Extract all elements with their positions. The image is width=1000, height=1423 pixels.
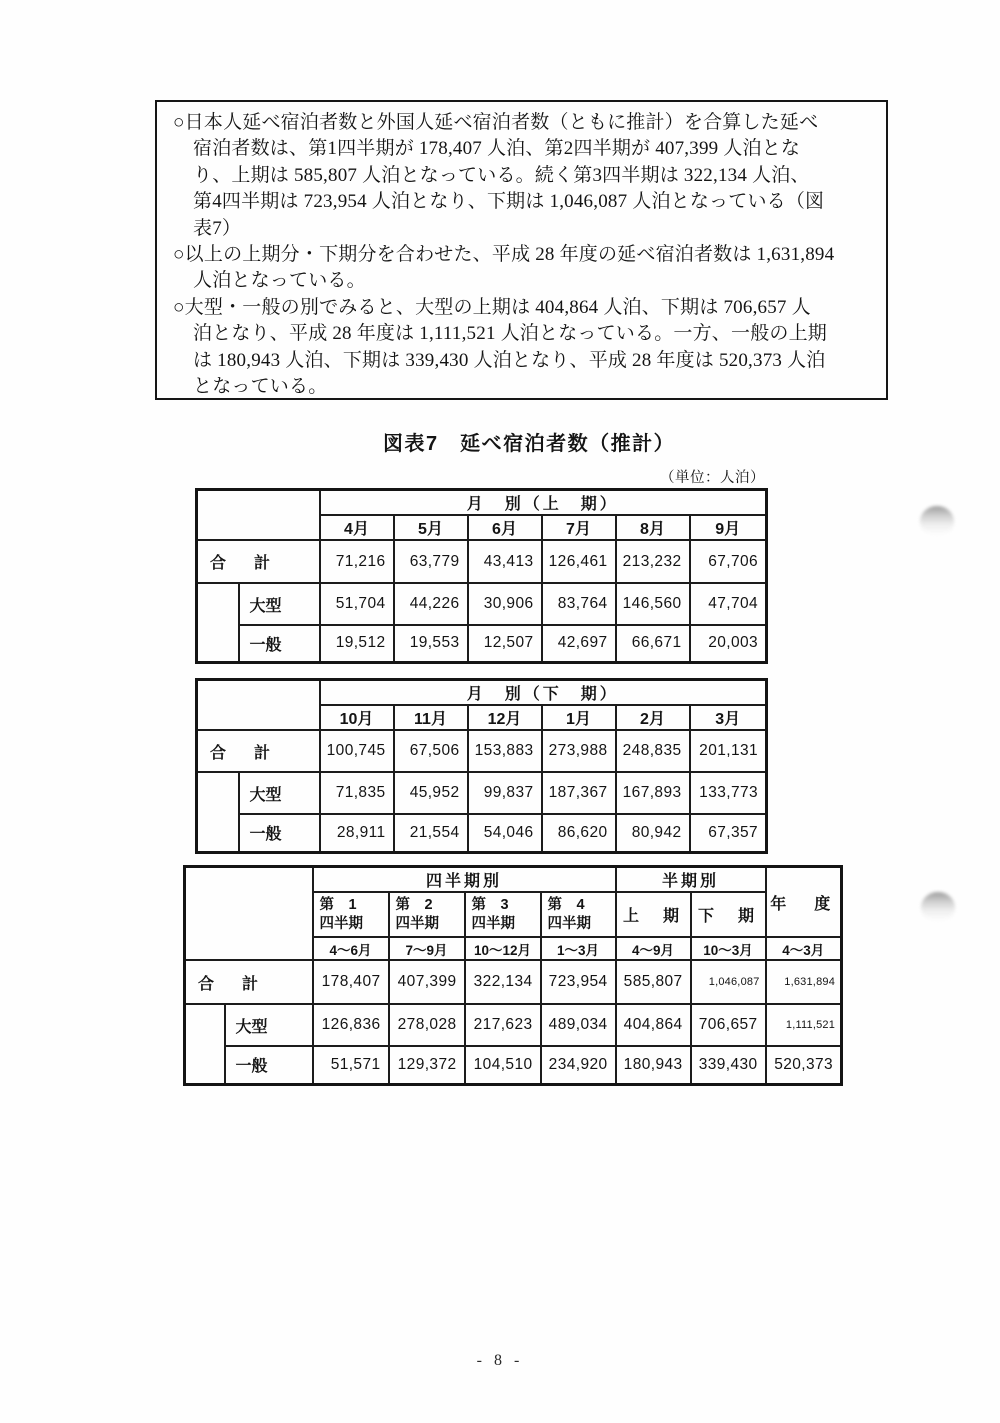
value-cell: 167,893: [616, 772, 690, 814]
value-cell: 322,134: [465, 960, 541, 1004]
month-header-cell: 11月: [394, 705, 468, 730]
quarter-header-cell: [541, 892, 616, 937]
table-row: [197, 680, 767, 706]
strip-cell: [197, 583, 239, 662]
value-cell: 248,835: [616, 730, 690, 772]
half-group-header-cell: 半期別: [616, 867, 766, 893]
value-cell: 43,413: [468, 540, 542, 583]
first-half-header-cell: 上 期: [616, 892, 691, 937]
value-cell: 47,704: [690, 583, 767, 625]
value-cell: 19,512: [320, 625, 394, 662]
summary-line: 泊となり、平成 28 年度は 1,111,521 人泊となっている。一方、一般の上期: [193, 323, 827, 345]
month-header-cell: 2月: [616, 705, 690, 730]
value-cell: 54,046: [468, 814, 542, 852]
value-cell: 44,226: [394, 583, 468, 625]
value-cell: 706,657: [691, 1004, 766, 1046]
summary-line: 第4四半期は 723,954 人泊となり、下期は 1,046,087 人泊となっている（図: [193, 191, 825, 213]
table-row: [197, 772, 767, 814]
value-cell: 723,954: [541, 960, 616, 1004]
range-header-cell: 4～6月: [313, 937, 389, 960]
corner-cell: [185, 867, 313, 961]
range-header-cell: 10～12月: [465, 937, 541, 960]
table-row: [197, 730, 767, 772]
value-cell: 99,837: [468, 772, 542, 814]
quarter-header-cell: [465, 892, 541, 937]
quarter-header-line1: 第 4: [547, 896, 585, 913]
table-row: [185, 1046, 842, 1084]
value-cell: 71,835: [320, 772, 394, 814]
month-header-cell: 10月: [320, 705, 394, 730]
month-header-cell: 9月: [690, 515, 767, 540]
value-cell: 67,357: [690, 814, 767, 852]
value-cell: 71,216: [320, 540, 394, 583]
value-cell: 234,920: [541, 1046, 616, 1084]
month-header-cell: 4月: [320, 515, 394, 540]
table-row: [185, 867, 842, 893]
value-cell: 146,560: [616, 583, 690, 625]
value-cell: 51,704: [320, 583, 394, 625]
total-row-label-text: 合 計: [198, 975, 265, 993]
quarter-header-line2: 四半期: [319, 915, 363, 932]
summary-line: ○日本人延べ宿泊者数と外国人延べ宿泊者数（ともに推計）を合算した延べ: [173, 112, 819, 133]
group-header-cell: 月 別（下 期）: [320, 680, 767, 706]
value-cell: 51,571: [313, 1046, 389, 1084]
value-cell: 153,883: [468, 730, 542, 772]
value-cell: 489,034: [541, 1004, 616, 1046]
value-cell: 129,372: [389, 1046, 465, 1084]
quarter-header-line1: 第 1: [319, 896, 357, 913]
scan-shadow-top: [920, 506, 954, 537]
month-header-cell: 3月: [690, 705, 767, 730]
value-cell: 42,697: [542, 625, 616, 662]
total-row-label-text: 合 計: [210, 555, 277, 572]
value-cell: 66,671: [616, 625, 690, 662]
value-cell: 45,952: [394, 772, 468, 814]
table-row: [197, 490, 767, 516]
page-number: - 8 -: [476, 1352, 524, 1369]
summary-line: となっている。: [193, 376, 328, 398]
unit-note: （単位：人泊）: [660, 470, 765, 486]
summary-line: 表7）: [193, 217, 242, 239]
range-header-cell: 7～9月: [389, 937, 465, 960]
total-row-label: [185, 960, 313, 1004]
scan-shadow-bottom: [921, 892, 955, 923]
strip-cell: [185, 1004, 225, 1084]
range-header-cell: 4～9月: [616, 937, 691, 960]
total-row-label: [197, 730, 320, 772]
table-row: [197, 583, 767, 625]
value-cell: 187,367: [542, 772, 616, 814]
value-cell: 28,911: [320, 814, 394, 852]
quarter-header-cell: [389, 892, 465, 937]
total-row-label-text: 合 計: [210, 744, 277, 762]
summary-line: 宿泊者数は、第1四半期が 178,407 人泊、第2四半期が 407,399 人泊とな: [193, 138, 801, 160]
table-row: [185, 960, 842, 1004]
summary-box: [155, 100, 888, 400]
value-cell: 407,399: [389, 960, 465, 1004]
value-cell: 404,864: [616, 1004, 691, 1046]
quarter-header-line1: 第 3: [471, 896, 509, 913]
group-header-cell: 月 別（上 期）: [320, 490, 767, 516]
value-cell: 273,988: [542, 730, 616, 772]
value-cell: 12,507: [468, 625, 542, 662]
value-cell: 180,943: [616, 1046, 691, 1084]
general-row-label: 一般: [239, 625, 320, 662]
second-half-header-cell: 下 期: [691, 892, 766, 937]
summary-line: ○大型・一般の別でみると、大型の上期は 404,864 人泊、下期は 706,657 人: [173, 296, 811, 318]
corner-cell: [197, 680, 320, 731]
value-cell: 1,631,894: [766, 960, 842, 1004]
general-row-label: 一般: [225, 1046, 313, 1084]
quarter-header-line2: 四半期: [547, 915, 591, 932]
value-cell: 213,232: [616, 540, 690, 583]
value-cell: 104,510: [465, 1046, 541, 1084]
value-cell: 30,906: [468, 583, 542, 625]
year-header-cell: 年 度: [766, 867, 842, 938]
range-header-cell: 1～3月: [541, 937, 616, 960]
quarter-header-line2: 四半期: [395, 915, 439, 932]
value-cell: 339,430: [691, 1046, 766, 1084]
value-cell: 20,003: [690, 625, 767, 662]
month-header-cell: 12月: [468, 705, 542, 730]
month-header-cell: 1月: [542, 705, 616, 730]
quarter-header-line1: 第 2: [395, 896, 433, 913]
range-header-cell: 4～3月: [766, 937, 842, 960]
total-row-label: [197, 540, 320, 583]
summary-line: ○以上の上期分・下期分を合わせた、平成 28 年度の延べ宿泊者数は 1,631,894: [173, 244, 835, 266]
range-header-cell: 10～3月: [691, 937, 766, 960]
value-cell: 178,407: [313, 960, 389, 1004]
value-cell: 217,623: [465, 1004, 541, 1046]
table-row: [197, 625, 767, 662]
corner-cell: [197, 490, 320, 541]
value-cell: 1,046,087: [691, 960, 766, 1004]
value-cell: 63,779: [394, 540, 468, 583]
month-header-cell: 7月: [542, 515, 616, 540]
value-cell: 201,131: [690, 730, 767, 772]
month-header-cell: 8月: [616, 515, 690, 540]
value-cell: 100,745: [320, 730, 394, 772]
table-row: [197, 540, 767, 583]
value-cell: 80,942: [616, 814, 690, 852]
summary-line: り、上期は 585,807 人泊となっている。続く第3四半期は 322,134 人泊、: [193, 164, 810, 186]
value-cell: 86,620: [542, 814, 616, 852]
month-header-cell: 5月: [394, 515, 468, 540]
value-cell: 133,773: [690, 772, 767, 814]
monthly-lower-table: [195, 678, 768, 854]
monthly-upper-table: [195, 488, 768, 664]
value-cell: 83,764: [542, 583, 616, 625]
quarter-group-header-cell: 四半期別: [313, 867, 616, 893]
value-cell: 67,506: [394, 730, 468, 772]
general-row-label: 一般: [239, 814, 320, 852]
value-cell: 21,554: [394, 814, 468, 852]
figure-title: 図表7 延べ宿泊者数（推計）: [383, 433, 676, 455]
value-cell: 126,461: [542, 540, 616, 583]
value-cell: 19,553: [394, 625, 468, 662]
month-header-cell: 6月: [468, 515, 542, 540]
large-row-label: 大型: [239, 583, 320, 625]
large-row-label: 大型: [225, 1004, 313, 1046]
summary-line: 人泊となっている。: [193, 270, 366, 292]
quarter-header-line2: 四半期: [471, 915, 515, 932]
value-cell: 126,836: [313, 1004, 389, 1046]
large-row-label: 大型: [239, 772, 320, 814]
period-summary-table: [183, 865, 843, 1086]
summary-line: は 180,943 人泊、下期は 339,430 人泊となり、平成 28 年度は 520,373 人泊: [193, 349, 826, 371]
value-cell: 585,807: [616, 960, 691, 1004]
quarter-header-cell: [313, 892, 389, 937]
table-row: [197, 814, 767, 852]
value-cell: 520,373: [766, 1046, 842, 1084]
value-cell: 278,028: [389, 1004, 465, 1046]
value-cell: 67,706: [690, 540, 767, 583]
table-row: [185, 1004, 842, 1046]
strip-cell: [197, 772, 239, 852]
value-cell: 1,111,521: [766, 1004, 842, 1046]
